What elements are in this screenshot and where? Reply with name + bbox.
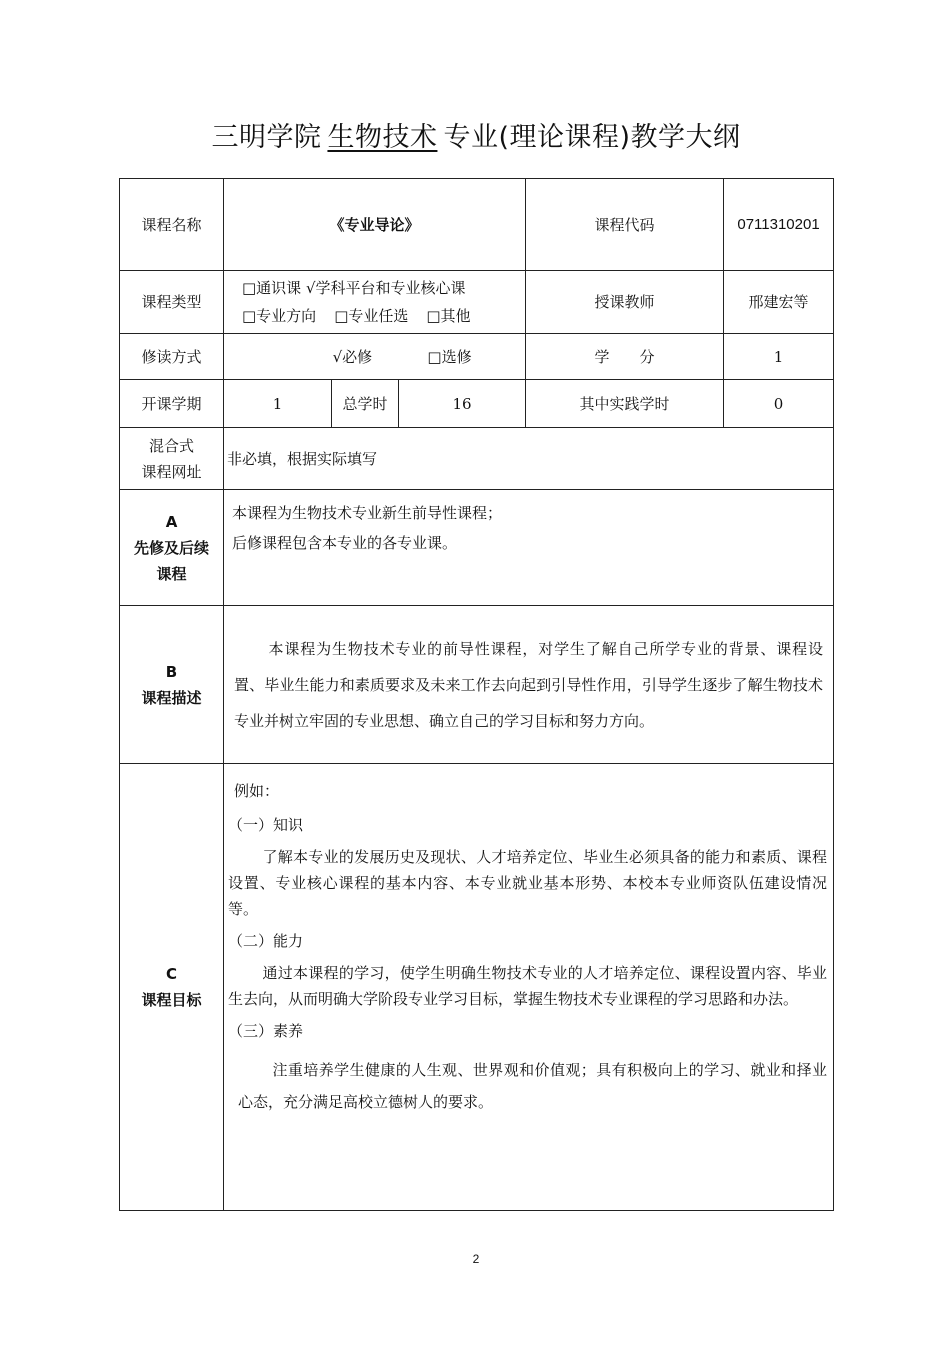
ability-text: 通过本课程的学习，使学生明确生物技术专业的人才培养定位、课程设置内容、毕业生去向，从而明确大学阶段专业学习目标，掌握生物技术专业课程的学习思路和办法。 xyxy=(228,964,828,1008)
course-type-options xyxy=(224,271,526,334)
row-section-a xyxy=(120,490,834,606)
quality-heading: （三）素养 xyxy=(228,1022,304,1040)
row-study-mode xyxy=(120,334,834,380)
semester-value: 1 xyxy=(224,380,332,428)
school-name: 三明学院 xyxy=(211,122,322,153)
semester-label: 开课学期 xyxy=(120,380,224,428)
credit-value: 1 xyxy=(724,334,834,380)
quality-text: 注重培养学生健康的人生观、世界观和价值观；具有积极向上的学习、就业和择业心态，充分满足高校立德树人的要求。 xyxy=(238,1061,828,1111)
ability-heading: （二）能力 xyxy=(228,932,304,950)
document-title xyxy=(0,118,952,158)
option-core-course: √学科平台和专业核心课 xyxy=(305,279,466,297)
section-a-letter: A xyxy=(165,512,178,531)
course-name-value: 《专业导论》 xyxy=(224,179,526,271)
row-blended-url xyxy=(120,428,834,490)
row-course-type xyxy=(120,271,834,334)
total-hours-value: 16 xyxy=(399,380,526,428)
title-suffix: 专业(理论课程)教学大纲 xyxy=(443,122,741,153)
knowledge-text: 了解本专业的发展历史及现状、人才培养定位、毕业生必须具备的能力和素质、课程设置、专业核心课程的基本内容、本专业就业基本形势、本校本专业师资队伍建设情况等。 xyxy=(228,848,828,918)
course-type-line-2 xyxy=(242,302,521,330)
section-c-label: 课程目标 xyxy=(141,991,202,1009)
major-name: 生物技术 xyxy=(327,122,438,153)
course-code-label: 课程代码 xyxy=(526,179,724,271)
option-general-course: □通识课 xyxy=(242,279,302,297)
section-b-heading xyxy=(120,606,224,764)
knowledge-heading: （一）知识 xyxy=(228,816,304,834)
row-semester xyxy=(120,380,834,428)
blended-label-line-1: 混合式 xyxy=(148,436,194,455)
section-a-line-1: 本课程为生物技术专业新生前导性课程； xyxy=(232,504,503,522)
section-b-content xyxy=(224,606,834,764)
teacher-value: 邢建宏等 xyxy=(724,271,834,334)
course-type-line-1 xyxy=(242,274,521,302)
total-hours-label: 总学时 xyxy=(332,380,399,428)
practice-hours-value: 0 xyxy=(724,380,834,428)
credit-label: 学 分 xyxy=(526,334,724,380)
course-type-label: 课程类型 xyxy=(120,271,224,334)
row-section-c xyxy=(120,764,834,1211)
option-other: □其他 xyxy=(426,307,471,325)
page-number: 2 xyxy=(472,1252,480,1266)
option-elective: □选修 xyxy=(427,347,472,366)
option-required: √必修 xyxy=(332,347,373,366)
course-code-value: 0711310201 xyxy=(724,179,834,271)
practice-hours-label: 其中实践学时 xyxy=(526,380,724,428)
section-a-heading xyxy=(120,490,224,606)
section-a-content xyxy=(224,490,834,606)
section-b-text: 本课程为生物技术专业的前导性课程，对学生了解自己所学专业的背景、课程设置、毕业生能力和素质要求及未来工作去向起到引导性作用，引导学生逐步了解生物技术专业并树立牢固的专业思想、确立自己的学习目标和努力方向。 xyxy=(234,639,824,730)
section-c-letter: C xyxy=(165,965,177,983)
section-a-label-line-2: 课程 xyxy=(156,564,187,583)
blended-url-value: 非必填，根据实际填写 xyxy=(224,428,834,490)
option-major-elective: □专业任选 xyxy=(334,307,409,325)
teacher-label: 授课教师 xyxy=(526,271,724,334)
section-a-label-line-1: 先修及后续 xyxy=(133,538,209,557)
section-b-letter: B xyxy=(165,662,178,681)
syllabus-table xyxy=(119,178,834,1211)
course-name-label: 课程名称 xyxy=(120,179,224,271)
study-mode-label: 修读方式 xyxy=(120,334,224,380)
row-section-b xyxy=(120,606,834,764)
row-course-name xyxy=(120,179,834,271)
section-b-label: 课程描述 xyxy=(141,688,202,707)
blended-label-line-2: 课程网址 xyxy=(141,462,202,481)
section-a-line-2: 后修课程包含本专业的各专业课。 xyxy=(232,534,458,552)
study-mode-options xyxy=(224,334,526,380)
blended-url-label xyxy=(120,428,224,490)
option-major-direction: □专业方向 xyxy=(242,307,317,325)
section-c-example: 例如： xyxy=(234,782,280,800)
section-c-content xyxy=(224,764,834,1211)
section-c-heading xyxy=(120,764,224,1211)
